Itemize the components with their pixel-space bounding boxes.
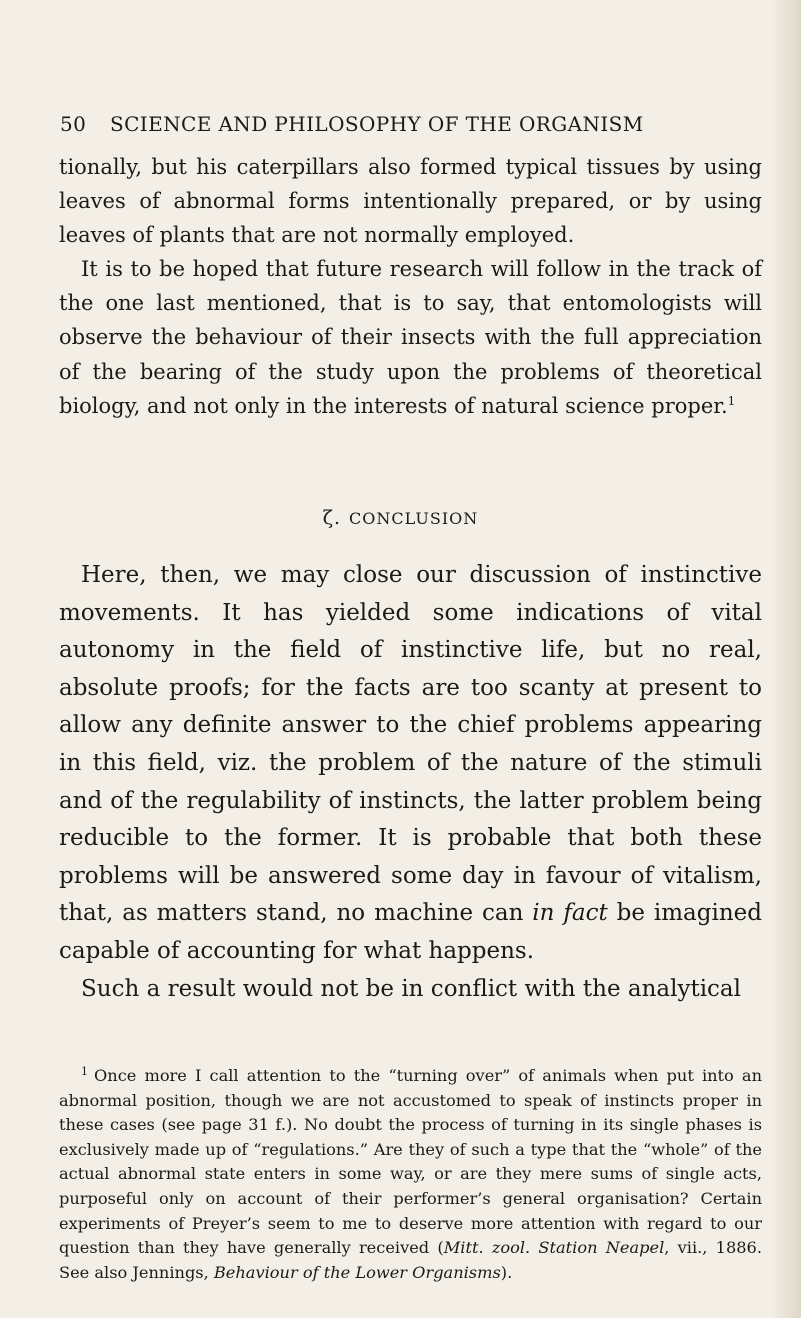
paragraph-future-research [59,252,762,422]
footnote-reference: 1 [727,393,736,408]
footnote-text: ). [500,1262,513,1282]
running-title: SCIENCE AND PHILOSOPHY OF THE ORGANISM [110,112,644,136]
citation: Mitt. zool. Station Neapel [443,1238,665,1258]
section-marker: ζ. [322,507,342,529]
footnote [59,1064,762,1285]
footnote-text: Once more I call attention to the “turning over” of animals when put into an abnormal position, though we are not accustomed to speak of instincts proper in these cases (see page 31 f.). No doubt the process of turning in its single phases is exclusively made up of “regulations.” Are they of such a type that the “whole” of the actual abnormal state enters in some way, or are they mere sums of single acts, purposeful only on account of their performer’s general organisation? Certain experiments of Preyer’s seem to me to deserve more attention with regard to our question than they have generally received ( [59,1066,762,1258]
body-text-conclusion [59,557,762,1008]
page-edge-shadow [771,0,801,1318]
section-title: CONCLUSION [349,509,479,528]
footnote-text: , vii., 1886. See also Jennings, [59,1238,762,1282]
book-title: Behaviour of the Lower Organisms [213,1262,501,1282]
body-text-top [59,150,762,423]
paragraph-text: be imagined capable of accounting for what happens. [59,900,762,964]
emphasis: in fact [532,900,608,927]
running-header [60,112,750,136]
paragraph-continuation: tionally, but his caterpillars also formed typical tissues by using leaves of abnormal forms intentionally prepared, or by using leaves of plants that are not normally employed. [59,155,762,248]
footnote-marker: 1 [81,1064,88,1078]
footnote-paragraph [59,1064,762,1285]
paragraph-conclusion [59,557,762,971]
paragraph-text: Here, then, we may close our discussion of instinctive movements. It has yielded some indications of vital autonomy in the field of instinctive life, but no real, absolute proofs; for the facts are too scanty at present to allow any definite answer to the chief problems appearing in this field, viz. the problem of the nature of the stimuli and of the regulability of instincts, the latter problem being reducible to the former. It is probable that both these problems will be answered some day in favour of vitalism, that, as matters stand, no machine can [59,562,762,927]
paragraph-analytical: Such a result would not be in conflict with the analytical [81,975,742,1002]
paragraph-text: It is to be hoped that future research will follow in the track of the one last mentioned, that is to say, that entomologists will observe the behaviour of their insects with the full appreciation of the bearing of the study upon the problems of theoretical biology, and not only in the interests of natural science proper. [59,257,762,418]
section-heading [0,507,801,529]
page-number: 50 [60,112,87,136]
